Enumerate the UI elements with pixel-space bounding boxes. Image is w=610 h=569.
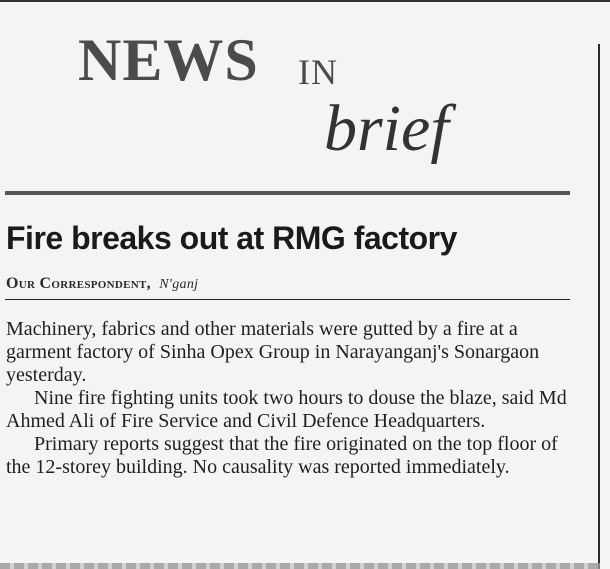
next-article-cutoff [0, 563, 600, 569]
news-in-brief-masthead [78, 27, 538, 190]
byline-rule [5, 299, 570, 300]
masthead-news: NEWS [78, 27, 259, 93]
byline-place: N'ganj [159, 277, 199, 292]
top-border [0, 0, 610, 2]
article-body [6, 318, 576, 479]
column-rule [598, 44, 600, 569]
byline-name: Our Correspondent, [6, 275, 151, 292]
masthead-brief: brief [324, 92, 449, 165]
article-paragraph: Nine fire fighting units took two hours to douse the blaze, said Md Ahmed Ali of Fire Service and Civil Defence Headquarters. [6, 387, 567, 432]
article-byline [6, 276, 198, 292]
article-paragraph: Machinery, fabrics and other materials were gutted by a fire at a garment factory of Sinha Opex Group in Narayanganj's Sonargaon yesterday. [6, 318, 540, 386]
article-paragraph: Primary reports suggest that the fire originated on the top floor of the 12-storey building. No causality was reported immediately. [6, 433, 558, 478]
article-headline: Fire breaks out at RMG factory [6, 220, 457, 256]
masthead-rule [5, 191, 570, 195]
masthead-in: IN [298, 52, 338, 92]
